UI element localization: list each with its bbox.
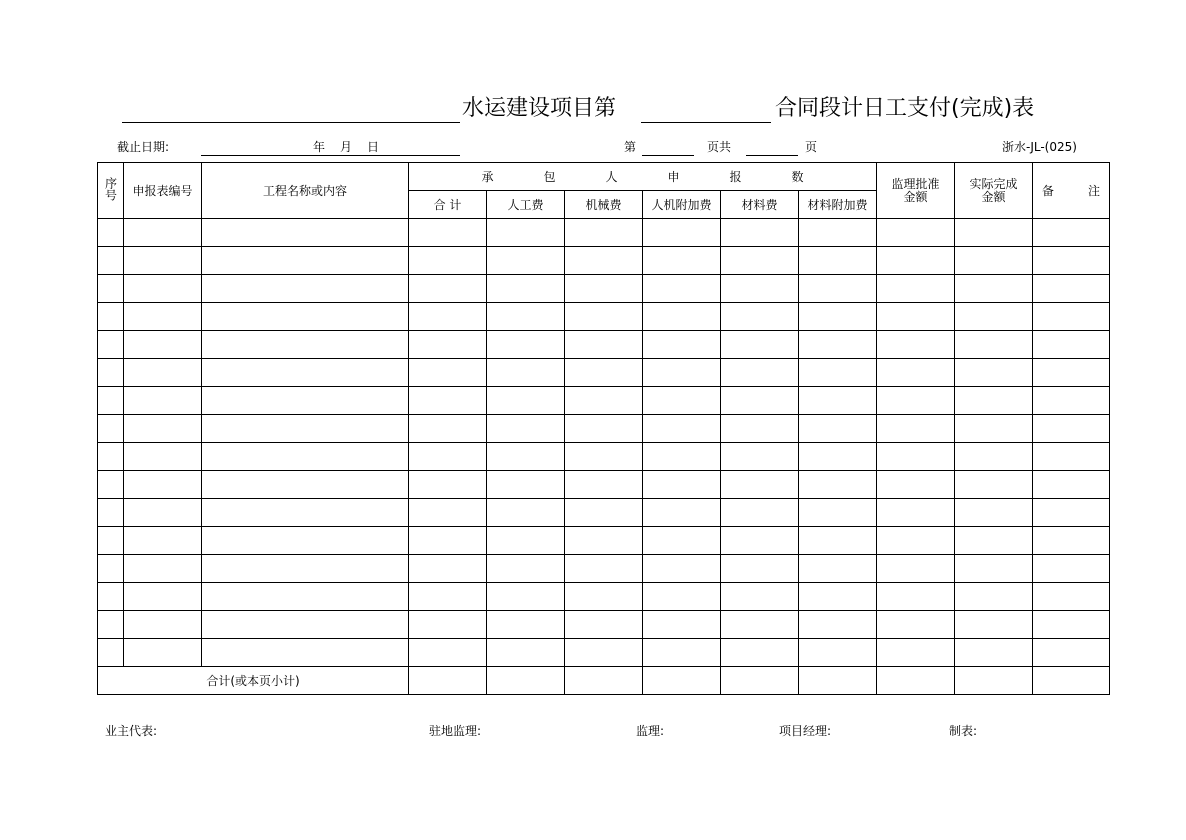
table-cell[interactable] — [124, 611, 202, 639]
table-cell[interactable] — [98, 443, 124, 471]
table-cell[interactable] — [643, 583, 721, 611]
table-cell[interactable] — [202, 247, 409, 275]
cutoff-date-blank[interactable] — [201, 155, 460, 156]
table-cell[interactable] — [202, 611, 409, 639]
table-cell[interactable] — [565, 303, 643, 331]
header-material: 材料费 — [721, 191, 799, 219]
table-cell[interactable] — [98, 527, 124, 555]
header-actual: 实际完成金额 — [955, 163, 1033, 219]
table-cell[interactable] — [1033, 359, 1110, 387]
table-cell[interactable] — [98, 611, 124, 639]
table-cell[interactable] — [643, 359, 721, 387]
table-cell[interactable] — [1033, 219, 1110, 247]
year-label: 年 — [313, 140, 326, 154]
table-cell[interactable] — [409, 443, 487, 471]
table-cell[interactable] — [1033, 611, 1110, 639]
table-cell[interactable] — [565, 443, 643, 471]
total-cell[interactable] — [1033, 667, 1110, 695]
table-cell[interactable] — [98, 555, 124, 583]
table-cell[interactable] — [1033, 555, 1110, 583]
table-row — [98, 471, 1110, 499]
table-cell[interactable] — [799, 415, 877, 443]
table-cell[interactable] — [487, 387, 565, 415]
project-manager-label: 项目经理: — [779, 724, 832, 738]
table-cell[interactable] — [955, 583, 1033, 611]
table-cell[interactable] — [877, 471, 955, 499]
table-row — [98, 527, 1110, 555]
table-cell[interactable] — [643, 387, 721, 415]
table-row — [98, 331, 1110, 359]
table-row — [98, 219, 1110, 247]
supervisor-label: 监理: — [636, 724, 665, 738]
table-cell[interactable] — [487, 331, 565, 359]
table-cell[interactable] — [487, 275, 565, 303]
table-cell[interactable] — [565, 555, 643, 583]
table-cell[interactable] — [799, 611, 877, 639]
table-cell[interactable] — [1033, 471, 1110, 499]
table-cell[interactable] — [721, 527, 799, 555]
table-cell[interactable] — [799, 527, 877, 555]
table-cell[interactable] — [409, 303, 487, 331]
table-cell[interactable] — [487, 527, 565, 555]
form-title — [0, 92, 1186, 128]
table-cell[interactable] — [643, 331, 721, 359]
table-cell[interactable] — [487, 611, 565, 639]
table-cell[interactable] — [124, 275, 202, 303]
table-cell[interactable] — [721, 247, 799, 275]
table-row — [98, 499, 1110, 527]
header-labor-extra: 人机附加费 — [643, 191, 721, 219]
table-cell[interactable] — [124, 415, 202, 443]
table-cell[interactable] — [124, 555, 202, 583]
table-cell[interactable] — [877, 499, 955, 527]
table-cell[interactable] — [202, 359, 409, 387]
total-cell[interactable] — [565, 667, 643, 695]
form-code: 浙水-JL-(025) — [1002, 140, 1077, 154]
total-cell[interactable] — [487, 667, 565, 695]
table-cell[interactable] — [124, 219, 202, 247]
header-material-extra: 材料附加费 — [799, 191, 877, 219]
table-cell[interactable] — [643, 555, 721, 583]
table-cell[interactable] — [98, 331, 124, 359]
title-part-2: 合同段计日工支付(完成)表 — [775, 96, 1035, 121]
table-cell[interactable] — [877, 331, 955, 359]
table-row — [98, 639, 1110, 667]
table-cell[interactable] — [565, 387, 643, 415]
table-cell[interactable] — [487, 499, 565, 527]
header-approved: 监理批准金额 — [877, 163, 955, 219]
contract-section-blank[interactable] — [641, 92, 771, 123]
table-cell[interactable] — [487, 471, 565, 499]
table-row — [98, 359, 1110, 387]
page-number-blank[interactable] — [642, 155, 694, 156]
table-cell[interactable] — [721, 331, 799, 359]
table-cell[interactable] — [721, 611, 799, 639]
table-cell[interactable] — [955, 527, 1033, 555]
table-cell[interactable] — [877, 387, 955, 415]
table-cell[interactable] — [721, 415, 799, 443]
page-label-ye: 页 — [805, 140, 818, 154]
table-row — [98, 387, 1110, 415]
table-cell[interactable] — [124, 583, 202, 611]
title-part-1: 水运建设项目第 — [462, 96, 617, 121]
total-cell[interactable] — [721, 667, 799, 695]
table-cell[interactable] — [487, 555, 565, 583]
table-cell[interactable] — [202, 331, 409, 359]
table-cell[interactable] — [409, 527, 487, 555]
table-cell[interactable] — [98, 219, 124, 247]
table-row — [98, 611, 1110, 639]
table-cell[interactable] — [487, 639, 565, 667]
table-row — [98, 443, 1110, 471]
table-cell[interactable] — [98, 471, 124, 499]
table-cell[interactable] — [202, 303, 409, 331]
header-labor: 人工费 — [487, 191, 565, 219]
header-project: 工程名称或内容 — [202, 163, 409, 219]
table-cell[interactable] — [799, 499, 877, 527]
table-cell[interactable] — [799, 583, 877, 611]
table-cell[interactable] — [98, 387, 124, 415]
month-label: 月 — [340, 140, 353, 154]
table-cell[interactable] — [565, 219, 643, 247]
table-cell[interactable] — [721, 219, 799, 247]
total-cell[interactable] — [799, 667, 877, 695]
table-cell[interactable] — [799, 639, 877, 667]
table-cell[interactable] — [877, 359, 955, 387]
table-cell[interactable] — [124, 639, 202, 667]
table-cell[interactable] — [409, 583, 487, 611]
table-cell[interactable] — [955, 275, 1033, 303]
table-cell[interactable] — [98, 275, 124, 303]
table-cell[interactable] — [721, 387, 799, 415]
owner-rep-label: 业主代表: — [105, 724, 158, 738]
header-remark: 备 注 — [1033, 163, 1110, 219]
table-cell[interactable] — [98, 303, 124, 331]
table-cell[interactable] — [955, 247, 1033, 275]
table-cell[interactable] — [487, 443, 565, 471]
resident-supervisor-label: 驻地监理: — [429, 724, 482, 738]
table-row — [98, 583, 1110, 611]
table-cell[interactable] — [409, 415, 487, 443]
total-row — [98, 667, 1110, 695]
table-cell[interactable] — [202, 527, 409, 555]
table-cell[interactable] — [721, 471, 799, 499]
table-cell[interactable] — [877, 639, 955, 667]
table-cell[interactable] — [799, 555, 877, 583]
table-cell[interactable] — [409, 611, 487, 639]
table-cell[interactable] — [955, 639, 1033, 667]
total-cell[interactable] — [409, 667, 487, 695]
table-cell[interactable] — [1033, 303, 1110, 331]
table-cell[interactable] — [409, 247, 487, 275]
table-cell[interactable] — [877, 303, 955, 331]
table-cell[interactable] — [643, 471, 721, 499]
table-row — [98, 303, 1110, 331]
table-cell[interactable] — [955, 443, 1033, 471]
table-cell[interactable] — [487, 415, 565, 443]
table-cell[interactable] — [202, 219, 409, 247]
table-cell[interactable] — [565, 499, 643, 527]
table-cell[interactable] — [955, 331, 1033, 359]
table-cell[interactable] — [124, 443, 202, 471]
maker-label: 制表: — [949, 724, 978, 738]
table-cell[interactable] — [721, 583, 799, 611]
table-cell[interactable] — [409, 387, 487, 415]
table-cell[interactable] — [409, 219, 487, 247]
table-cell[interactable] — [565, 415, 643, 443]
table-cell[interactable] — [98, 415, 124, 443]
table-cell[interactable] — [124, 387, 202, 415]
table-cell[interactable] — [98, 583, 124, 611]
table-cell[interactable] — [565, 247, 643, 275]
table-cell[interactable] — [799, 247, 877, 275]
table-cell[interactable] — [955, 303, 1033, 331]
table-cell[interactable] — [721, 275, 799, 303]
table-cell[interactable] — [877, 415, 955, 443]
table-cell[interactable] — [124, 359, 202, 387]
table-cell[interactable] — [799, 219, 877, 247]
table-cell[interactable] — [98, 247, 124, 275]
table-cell[interactable] — [1033, 331, 1110, 359]
table-cell[interactable] — [799, 387, 877, 415]
table-cell[interactable] — [643, 303, 721, 331]
table-cell[interactable] — [409, 331, 487, 359]
table-cell[interactable] — [409, 471, 487, 499]
table-cell[interactable] — [565, 639, 643, 667]
table-cell[interactable] — [721, 443, 799, 471]
total-row-label: 合计(或本页小计) — [98, 667, 409, 695]
table-cell[interactable] — [877, 583, 955, 611]
info-row — [0, 138, 1186, 158]
table-cell[interactable] — [202, 499, 409, 527]
table-cell[interactable] — [409, 275, 487, 303]
table-cell[interactable] — [721, 555, 799, 583]
table-cell[interactable] — [202, 387, 409, 415]
page-label-yegong: 页共 — [707, 140, 732, 154]
table-cell[interactable] — [1033, 247, 1110, 275]
table-cell[interactable] — [721, 499, 799, 527]
page-total-blank[interactable] — [746, 155, 798, 156]
table-row — [98, 247, 1110, 275]
table-cell[interactable] — [955, 611, 1033, 639]
table-cell[interactable] — [487, 247, 565, 275]
table-cell[interactable] — [643, 275, 721, 303]
table-cell[interactable] — [799, 303, 877, 331]
table-cell[interactable] — [565, 611, 643, 639]
total-cell[interactable] — [643, 667, 721, 695]
total-cell[interactable] — [877, 667, 955, 695]
table-cell[interactable] — [409, 359, 487, 387]
header-report-no: 申报表编号 — [124, 163, 202, 219]
total-cell[interactable] — [955, 667, 1033, 695]
table-cell[interactable] — [124, 247, 202, 275]
table-cell[interactable] — [955, 499, 1033, 527]
cutoff-date-label: 截止日期: — [117, 140, 170, 154]
table-cell[interactable] — [643, 415, 721, 443]
table-cell[interactable] — [1033, 527, 1110, 555]
table-cell[interactable] — [1033, 415, 1110, 443]
table-cell[interactable] — [955, 471, 1033, 499]
table-row — [98, 415, 1110, 443]
table-cell[interactable] — [98, 359, 124, 387]
table-cell[interactable] — [643, 443, 721, 471]
table-cell[interactable] — [877, 219, 955, 247]
table-cell[interactable] — [487, 359, 565, 387]
table-row — [98, 555, 1110, 583]
table-cell[interactable] — [721, 359, 799, 387]
table-cell[interactable] — [409, 639, 487, 667]
table-cell[interactable] — [955, 359, 1033, 387]
header-contractor-group: 承包人申报数 — [409, 163, 877, 191]
table-cell[interactable] — [202, 639, 409, 667]
daywork-payment-table — [97, 162, 1110, 695]
page-label-di: 第 — [624, 140, 637, 154]
table-cell[interactable] — [565, 471, 643, 499]
table-cell[interactable] — [487, 303, 565, 331]
table-cell[interactable] — [643, 499, 721, 527]
table-cell[interactable] — [487, 219, 565, 247]
table-cell[interactable] — [721, 639, 799, 667]
table-cell[interactable] — [202, 415, 409, 443]
table-cell[interactable] — [955, 555, 1033, 583]
table-cell[interactable] — [124, 471, 202, 499]
table-cell[interactable] — [565, 583, 643, 611]
table-cell[interactable] — [1033, 639, 1110, 667]
table-cell[interactable] — [565, 331, 643, 359]
table-cell[interactable] — [877, 247, 955, 275]
table-cell[interactable] — [1033, 499, 1110, 527]
table-cell[interactable] — [202, 443, 409, 471]
table-cell[interactable] — [124, 527, 202, 555]
table-cell[interactable] — [643, 527, 721, 555]
table-cell[interactable] — [799, 471, 877, 499]
table-cell[interactable] — [799, 359, 877, 387]
table-cell[interactable] — [565, 359, 643, 387]
signature-row — [0, 722, 1186, 742]
table-cell[interactable] — [877, 275, 955, 303]
table-cell[interactable] — [643, 611, 721, 639]
table-cell[interactable] — [799, 275, 877, 303]
header-total: 合 计 — [409, 191, 487, 219]
table-cell[interactable] — [409, 499, 487, 527]
table-cell[interactable] — [124, 499, 202, 527]
table-cell[interactable] — [1033, 583, 1110, 611]
table-cell[interactable] — [202, 583, 409, 611]
header-machine: 机械费 — [565, 191, 643, 219]
table-cell[interactable] — [124, 303, 202, 331]
table-cell[interactable] — [202, 471, 409, 499]
project-name-blank[interactable] — [122, 92, 460, 123]
table-cell[interactable] — [955, 415, 1033, 443]
table-cell[interactable] — [799, 331, 877, 359]
table-cell[interactable] — [409, 555, 487, 583]
table-cell[interactable] — [202, 555, 409, 583]
table-cell[interactable] — [799, 443, 877, 471]
table-cell[interactable] — [877, 443, 955, 471]
header-seq: 序号 — [98, 163, 124, 219]
table-cell[interactable] — [877, 555, 955, 583]
table-cell[interactable] — [877, 611, 955, 639]
table-cell[interactable] — [98, 639, 124, 667]
table-cell[interactable] — [124, 331, 202, 359]
day-label: 日 — [367, 140, 380, 154]
table-cell[interactable] — [565, 275, 643, 303]
table-cell[interactable] — [643, 639, 721, 667]
table-cell[interactable] — [487, 583, 565, 611]
table-cell[interactable] — [955, 219, 1033, 247]
table-cell[interactable] — [1033, 443, 1110, 471]
table-cell[interactable] — [1033, 387, 1110, 415]
table-cell[interactable] — [98, 499, 124, 527]
table-cell[interactable] — [877, 527, 955, 555]
table-cell[interactable] — [565, 527, 643, 555]
table-cell[interactable] — [202, 275, 409, 303]
table-row — [98, 275, 1110, 303]
table-cell[interactable] — [721, 303, 799, 331]
table-cell[interactable] — [1033, 275, 1110, 303]
table-cell[interactable] — [643, 247, 721, 275]
table-cell[interactable] — [643, 219, 721, 247]
table-cell[interactable] — [955, 387, 1033, 415]
